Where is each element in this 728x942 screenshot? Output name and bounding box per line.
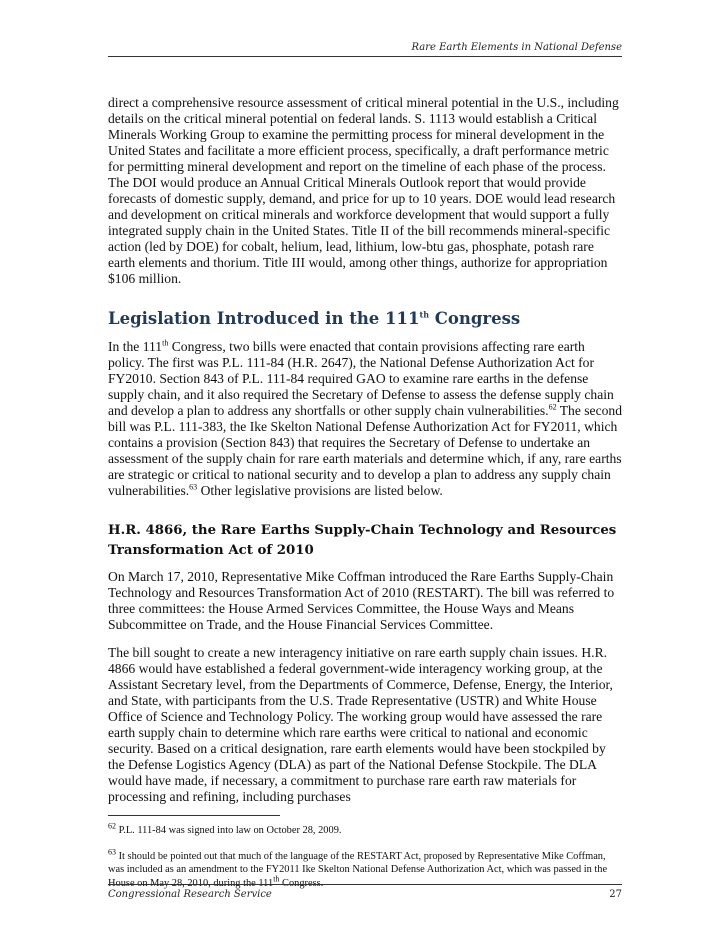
ordinal-sup: th [162, 338, 169, 348]
running-title: Rare Earth Elements in National Defense [411, 42, 622, 53]
footnote-text: P.L. 111-84 was signed into law on October 28, 2009. [116, 825, 342, 836]
paragraph-4: The bill sought to create a new interagency initiative on rare earth supply chain issues. H.R. 4866 would have established a federal government-wide interagency working group, at the Assistant Secretary level, from the Departments of Commerce, Defense, Energy, the Interior, and State, with participants from the U.S. Trade Representative (USTR) and White House Office of Science and Technology Policy. The working group would have assessed the rare earth supply chain to determine which rare earths were critical to national and economic security. Based on a critical designation, rare earth elements would have been stockpiled by the Defense Logistics Agency (DLA) as part of the National Defense Stockpile. The DLA would have made, if necessary, a commitment to purchase rare earth raw materials for processing and refining, including purchases [108, 645, 613, 804]
running-footer [108, 884, 622, 900]
paragraph-3: On March 17, 2010, Representative Mike Coffman introduced the Rare Earths Supply-Chain Technology and Resources Transformation Act of 2010 (RESTART). The bill was referred to three committees: the House Armed Services Committee, the House Ways and Means Subcommittee on Trade, and the House Financial Services Committee. [108, 569, 615, 632]
footnote-ref-62[interactable]: 62 [548, 402, 557, 412]
subheading-hr4866: H.R. 4866, the Rare Earths Supply-Chain Technology and Resources Transformation Act of 2010 [108, 523, 617, 558]
paragraph-2-text-b: Congress, two bills were enacted that contain provisions affecting rare earth policy. The first was P.L. 111-84 (H.R. 2647), the National Defense Authorization Act for FY2010. Section 843 of P.L. 111-84 required GAO to examine rare earths in the defense supply chain, and it also required the Secretary of Defense to assess the defense supply chain and develop a plan to address any shortfalls or other supply chain vulnerabilities. [108, 339, 614, 418]
paragraph-2-text-c: The second bill was P.L. 111-383, the Ike Skelton National Defense Authorization Act for FY2011, which contains a provision (Section 843) that requires the Secretary of Defense to undertake an assessment of the supply chain for rare earth materials and determine which, if any, rare earths are strategic or critical to national security and to develop a plan to address any supply chain vulnerabilities. [108, 403, 622, 498]
footnote-number: 62 [108, 821, 116, 831]
footnote-text-b: Congress. [279, 877, 324, 889]
footer-source: Congressional Research Service [108, 889, 272, 900]
ordinal-sup: th [273, 874, 280, 884]
page-number: 27 [609, 889, 622, 900]
section-heading-text: Legislation Introduced in the 111 [108, 309, 420, 328]
section-heading [108, 309, 622, 329]
footnote-divider [108, 815, 280, 816]
section-heading-sup: th [419, 309, 430, 320]
footnote-62 [108, 821, 622, 838]
page-body [108, 95, 622, 902]
footnote-text-a: It should be pointed out that much of the language of the RESTART Act, proposed by Representative Mike Coffman, was included as an amendment to the FY2011 Ike Skelton National Defense Authorization Act, which was passed in the House on May 28, 2010, during the 111 [108, 850, 608, 889]
running-header [108, 42, 622, 57]
footnote-number: 63 [108, 847, 116, 857]
paragraph-2-text-a: In the 111 [108, 339, 163, 354]
paragraph-2 [108, 339, 622, 499]
paragraph-2-text-d: Other legislative provisions are listed below. [197, 483, 443, 498]
footnote-ref-63[interactable]: 63 [189, 482, 198, 492]
section-heading-tail: Congress [429, 309, 521, 328]
paragraph-1: direct a comprehensive resource assessment of critical mineral potential in the U.S., including details on the critical mineral potential on federal lands. S. 1113 would establish a Critical Minerals Working Group to examine the permitting process for mineral development in the United States and facilitate a more efficient process, specifically, a draft performance metric for permitting mineral development and report on the timeline of each phase of the process. The DOI would produce an Annual Critical Minerals Outlook report that would provide forecasts of domestic supply, demand, and price for up to 10 years. DOE would lead research and development on critical minerals and workforce development that would support a fully integrated supply chain in the United States. Title II of the bill recommends mineral-specific action (led by DOE) for cobalt, helium, lead, lithium, low-btu gas, phosphate, potash rare earth elements and thorium. Title III would, among other things, authorize for appropriation $106 million. [108, 95, 619, 286]
